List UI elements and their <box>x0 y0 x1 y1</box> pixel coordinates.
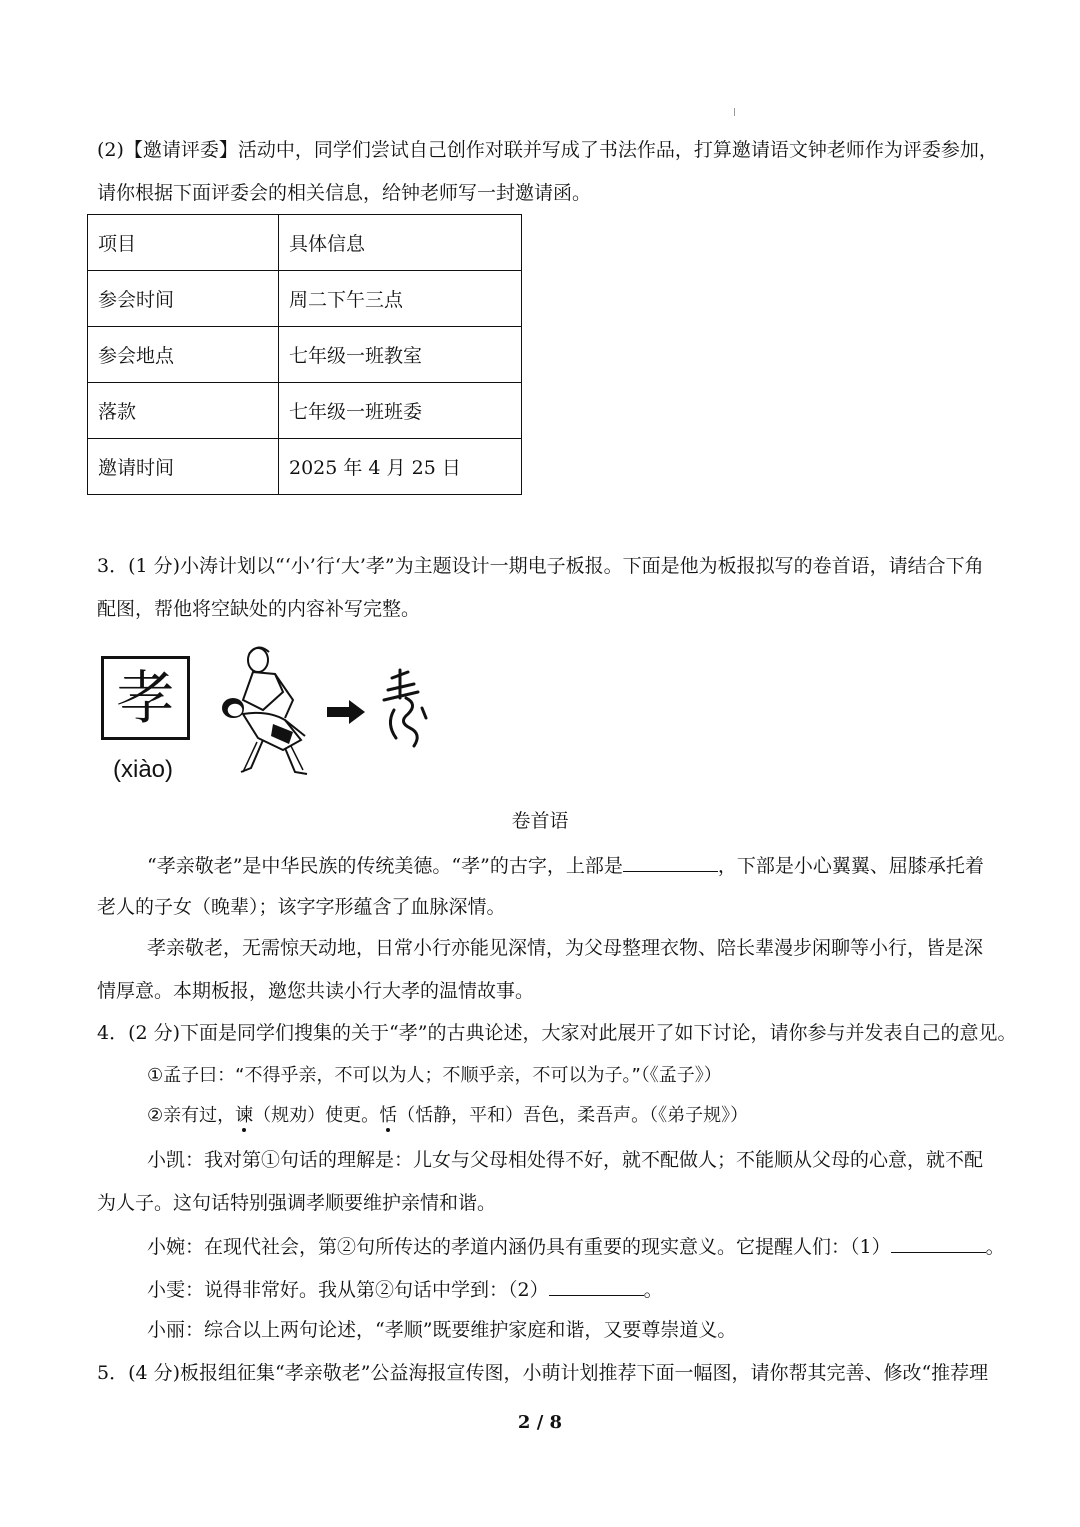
q4-kai-line2: 为人子。这句话特别强调孝顺要维护亲情和谐。 <box>97 1192 497 1214</box>
q4-line1: 4．(2 分)下面是同学们搜集的关于“孝”的古典论述，大家对此展开了如下讨论，请你参与并发表自己的意见。 <box>97 1022 1017 1044</box>
table-header-cell: 项目 <box>88 215 279 271</box>
preface-p2-line1: 孝亲敬老，无需惊天动地，日常小行亦能见深情，为父母整理衣物、陪长辈漫步闲聊等小行，皆是深 <box>147 937 984 959</box>
q4-quote2-text-a: ②亲有过， <box>147 1105 236 1126</box>
table-header-row <box>88 215 522 271</box>
q3-line1: 3．(1 分)小涛计划以“‘小’行‘大’孝”为主题设计一期电子板报。下面是他为板报拟写的卷首语，请结合下角 <box>97 555 984 577</box>
preface-heading: 卷首语 <box>511 810 569 832</box>
table-row <box>88 327 522 383</box>
q4-quote1: ①孟子曰：“不得乎亲，不可以为人；不顺乎亲，不可以为子。”（《孟子》） <box>147 1065 722 1086</box>
table-cell: 邀请时间 <box>88 439 279 495</box>
preface-p2-line2: 情厚意。本期板报，邀您共读小行大孝的温情故事。 <box>97 980 535 1002</box>
q4-wen-line <box>147 1275 663 1303</box>
q2-part2-line1: (2)【邀请评委】活动中，同学们尝试自己创作对联并写成了书法作品，打算邀请语文钟老师作为评委参加， <box>97 139 998 161</box>
arrow-right-icon <box>327 700 365 724</box>
table-row <box>88 271 522 327</box>
table-cell: 落款 <box>88 383 279 439</box>
character-pinyin: (xiào) <box>113 756 174 783</box>
q4-kai-line1: 小凯：我对第①句话的理解是：儿女与父母相处得不好，就不配做人；不能顺从父母的心意，就不配 <box>147 1149 984 1171</box>
preface-p1-text-a: “孝亲敬老”是中华民族的传统美德。“孝”的古字，上部是 <box>147 855 623 877</box>
illustration-carrying-elder <box>213 640 323 790</box>
q4-wan-text: 小婉：在现代社会，第②句所传达的孝道内涵仍具有重要的现实意义。它提醒人们：（1） <box>147 1236 891 1258</box>
table-cell: 七年级一班教室 <box>279 327 522 383</box>
preface-p1-line1 <box>147 851 984 879</box>
table-cell: 周二下午三点 <box>279 271 522 327</box>
page-number: 2 / 8 <box>517 1412 563 1433</box>
preface-p1-text-b: ，下部是小心翼翼、屈膝承托着 <box>717 855 984 877</box>
q4-quote2 <box>147 1103 748 1129</box>
scan-mark <box>734 108 735 116</box>
table-cell: 七年级一班班委 <box>279 383 522 439</box>
q3-line2: 配图，帮他将空缺处的内容补写完整。 <box>97 598 421 620</box>
character-xiao: 孝 <box>116 664 175 732</box>
emphasis-char-tian: 恬 <box>379 1105 398 1126</box>
ancient-xiao-glyph <box>378 668 430 752</box>
q4-wen-text: 小雯：说得非常好。我从第②句话中学到：（2） <box>147 1279 549 1301</box>
committee-info-table <box>87 214 522 495</box>
q5-line1: 5．(4 分)板报组征集“孝亲敬老”公益海报宣传图，小萌计划推荐下面一幅图，请你帮其完善、修改“推荐理 <box>97 1362 989 1384</box>
q4-wan-period: 。 <box>985 1236 1005 1258</box>
q4-wan-line <box>147 1232 1005 1260</box>
table-cell: 参会地点 <box>88 327 279 383</box>
answer-blank-2[interactable] <box>891 1232 986 1253</box>
table-cell: 参会时间 <box>88 271 279 327</box>
table-row <box>88 383 522 439</box>
answer-blank-3[interactable] <box>549 1275 644 1296</box>
q2-part2-line2: 请你根据下面评委会的相关信息，给钟老师写一封邀请函。 <box>97 182 592 204</box>
table-cell: 2025 年 4 月 25 日 <box>279 439 522 495</box>
q4-li-line: 小丽：综合以上两句论述，“孝顺”既要维护家庭和谐，又要尊崇道义。 <box>147 1319 737 1341</box>
emphasis-char-jian: 谏 <box>235 1105 254 1126</box>
table-header-cell: 具体信息 <box>279 215 522 271</box>
q4-wen-period: 。 <box>643 1279 663 1301</box>
table-row <box>88 439 522 495</box>
preface-p1-line2: 老人的子女（晚辈）；该字字形蕴含了血脉深情。 <box>97 896 506 918</box>
q4-quote2-text-c: （恬静，平和）吾色，柔吾声。（《弟子规》） <box>397 1105 749 1126</box>
q4-quote2-text-b: （规劝）使更。 <box>253 1105 380 1126</box>
answer-blank-1[interactable] <box>623 851 718 872</box>
character-box <box>101 656 190 740</box>
